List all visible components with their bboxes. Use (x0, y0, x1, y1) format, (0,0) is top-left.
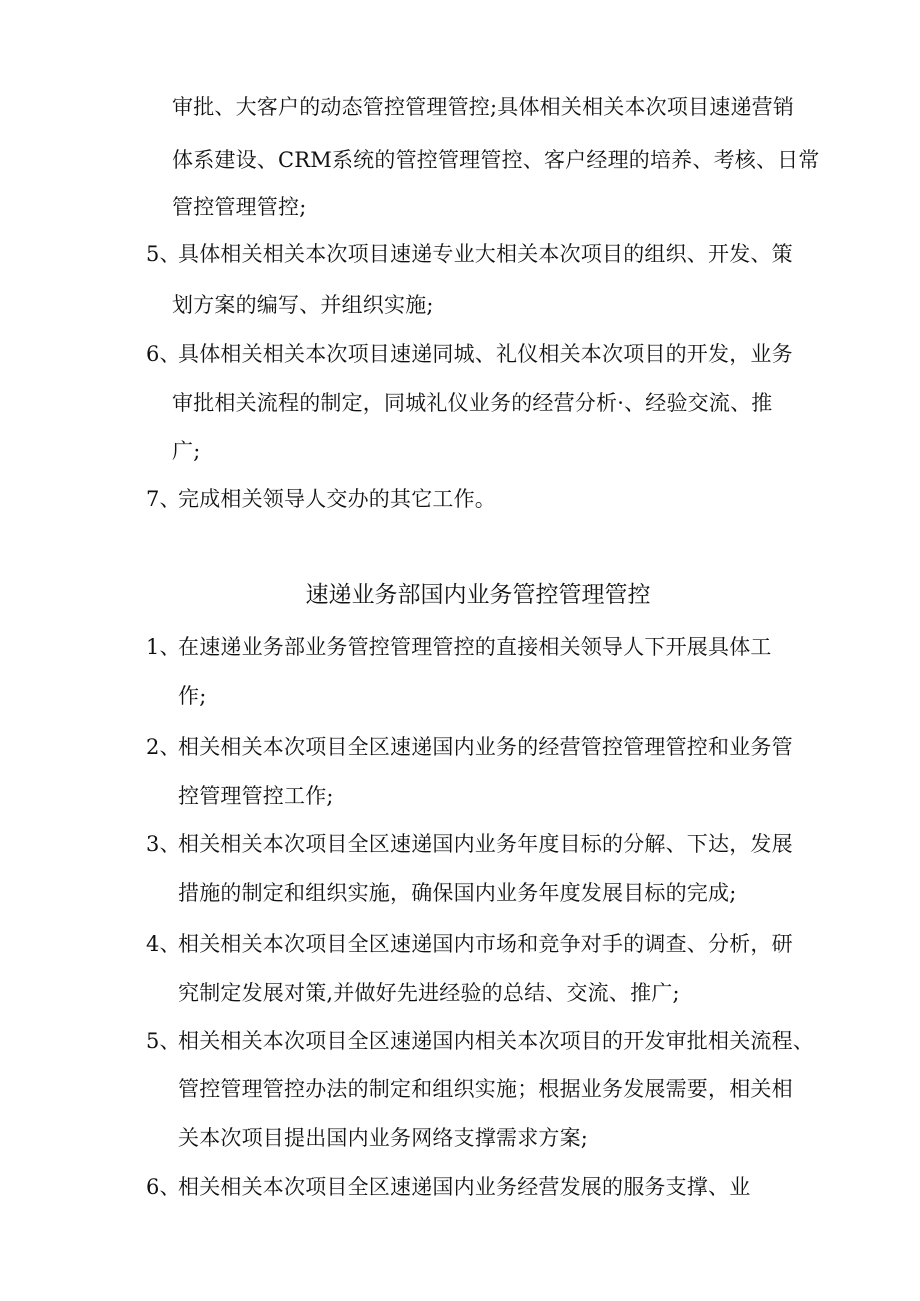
list-item-number: 7、 (146, 487, 181, 511)
list-item-line: 相关相关本次项目全区速递国内业务经营发展的服务支撑、业 (178, 1175, 751, 1199)
continuation-line: 管控管理管控; (172, 195, 307, 219)
list-item-line: 关本次项目提出国内业务网络支撑需求方案; (178, 1126, 589, 1150)
list-item-line: 作; (178, 684, 207, 708)
list-item-line: 相关相关本次项目全区速递国内业务的经营管控管理管控和业务管 (178, 735, 793, 759)
list-item-line: 相关相关本次项目全区速递国内相关本次项目的开发审批相关流程、 (178, 1029, 814, 1053)
list-item-number: 6、 (146, 1175, 181, 1199)
list-item-line: 控管理管控工作; (178, 784, 334, 808)
list-item-line: 具体相关相关本次项目速递同城、礼仪相关本次项目的开发，业务 (178, 342, 793, 366)
list-item-line: 划方案的编写、并组织实施; (172, 293, 434, 317)
list-item-line: 在速递业务部业务管控管理管控的直接相关领导人下开展具体工 (178, 635, 772, 659)
list-item-line: 相关相关本次项目全区速递国内市场和竞争对手的调查、分析，研 (178, 932, 793, 956)
list-item-number: 5、 (146, 242, 181, 266)
list-item-line: 管控管理管控办法的制定和组织实施；根据业务发展需要，相关相 (178, 1077, 793, 1101)
list-item-line: 相关相关本次项目全区速递国内业务年度目标的分解、下达，发展 (178, 832, 793, 856)
continuation-line: 体系建设、CRM系统的管控管理管控、客户经理的培养、考核、日常 (172, 148, 820, 172)
continuation-line: 审批、大客户的动态管控管理管控;具体相关相关本次项目速递营销 (172, 95, 795, 119)
list-item-number: 2、 (146, 735, 181, 759)
section-heading: 速递业务部国内业务管控管理管控 (305, 582, 651, 608)
list-item-line: 完成相关领导人交办的其它工作。 (178, 487, 496, 511)
list-item-line: 究制定发展对策,并做好先进经验的总结、交流、推广; (178, 981, 680, 1005)
list-item-number: 4、 (146, 932, 181, 956)
list-item-line: 措施的制定和组织实施，确保国内业务年度发展目标的完成; (178, 881, 737, 905)
list-item-number: 3、 (146, 832, 181, 856)
list-item-line: 审批相关流程的制定，同城礼仪业务的经营分析·、经验交流、推 (172, 391, 773, 415)
list-item-line: 广; (172, 439, 201, 463)
list-item-number: 6、 (146, 342, 181, 366)
list-item-line: 具体相关相关本次项目速递专业大相关本次项目的组织、开发、策 (178, 242, 793, 266)
list-item-number: 5、 (146, 1029, 181, 1053)
list-item-number: 1、 (146, 635, 181, 659)
